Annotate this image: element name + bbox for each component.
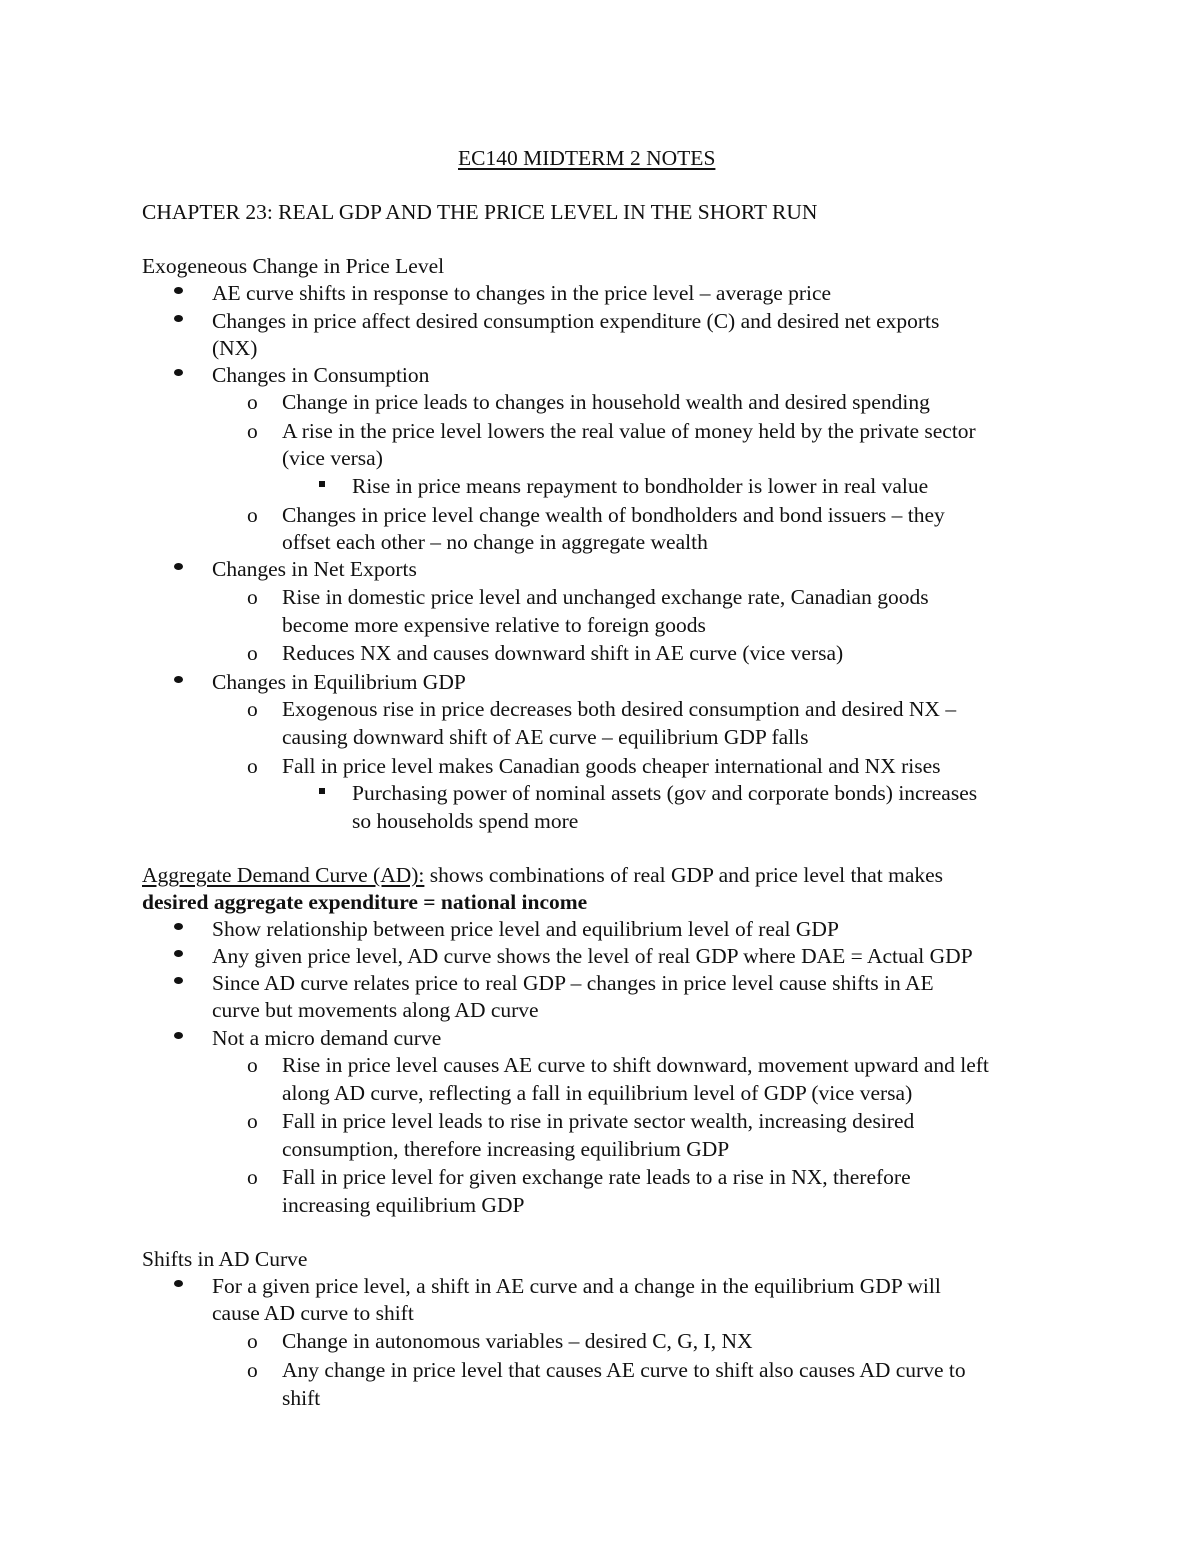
- sub-list-item-continuation: shift: [282, 1386, 321, 1410]
- sub-sub-list-item: Rise in price means repayment to bondholder is lower in real value: [352, 474, 929, 498]
- list-item-continuation: curve but movements along AD curve: [212, 998, 539, 1022]
- circle-bullet-icon: o: [247, 1053, 258, 1077]
- chapter-heading: CHAPTER 23: REAL GDP AND THE PRICE LEVEL IN THE SHORT RUN: [142, 200, 818, 224]
- square-bullet-icon: [319, 788, 325, 794]
- bullet-icon: [174, 923, 183, 930]
- list-item: Show relationship between price level and equilibrium level of real GDP: [212, 917, 839, 941]
- sub-list-item-continuation: along AD curve, reflecting a fall in equilibrium level of GDP (vice versa): [282, 1081, 913, 1105]
- definition-emphasis: desired aggregate expenditure = national income: [142, 890, 588, 914]
- sub-list-item: Exogenous rise in price decreases both desired consumption and desired NX –: [282, 697, 957, 721]
- circle-bullet-icon: o: [247, 390, 258, 414]
- sub-list-item: Change in price leads to changes in household wealth and desired spending: [282, 390, 930, 414]
- list-item: Changes in Consumption: [212, 363, 430, 387]
- sub-list-item-continuation: consumption, therefore increasing equilibrium GDP: [282, 1137, 730, 1161]
- list-item-continuation: cause AD curve to shift: [212, 1301, 414, 1325]
- sub-list-item: Changes in price level change wealth of bondholders and bond issuers – they: [282, 503, 945, 527]
- sub-list-item: Change in autonomous variables – desired C, G, I, NX: [282, 1329, 753, 1353]
- circle-bullet-icon: o: [247, 503, 258, 527]
- list-item: AE curve shifts in response to changes in the price level – average price: [212, 281, 832, 305]
- square-bullet-icon: [319, 481, 325, 487]
- list-item: Not a micro demand curve: [212, 1026, 442, 1050]
- section-heading: Shifts in AD Curve: [142, 1247, 308, 1271]
- bullet-icon: [174, 1280, 183, 1287]
- list-item: Changes in Net Exports: [212, 557, 417, 581]
- definition-text: shows combinations of real GDP and price level that makes: [424, 863, 944, 887]
- sub-list-item-continuation: become more expensive relative to foreign goods: [282, 613, 706, 637]
- circle-bullet-icon: o: [247, 1358, 258, 1382]
- sub-list-item: A rise in the price level lowers the real value of money held by the private sector: [282, 419, 976, 443]
- circle-bullet-icon: o: [247, 1329, 258, 1353]
- sub-list-item: Rise in price level causes AE curve to shift downward, movement upward and left: [282, 1053, 989, 1077]
- bullet-icon: [174, 950, 183, 957]
- bullet-icon: [174, 315, 183, 322]
- list-item-continuation: (NX): [212, 336, 258, 360]
- section-heading: Exogeneous Change in Price Level: [142, 254, 445, 278]
- sub-list-item: Fall in price level leads to rise in private sector wealth, increasing desired: [282, 1109, 915, 1133]
- circle-bullet-icon: o: [247, 419, 258, 443]
- bullet-icon: [174, 676, 183, 683]
- definition-line: [142, 861, 943, 889]
- list-item: For a given price level, a shift in AE curve and a change in the equilibrium GDP will: [212, 1274, 941, 1298]
- sub-list-item-continuation: increasing equilibrium GDP: [282, 1193, 525, 1217]
- list-item: Any given price level, AD curve shows the level of real GDP where DAE = Actual GDP: [212, 944, 973, 968]
- circle-bullet-icon: o: [247, 1109, 258, 1133]
- sub-list-item: Fall in price level for given exchange rate leads to a rise in NX, therefore: [282, 1165, 911, 1189]
- bullet-icon: [174, 369, 183, 376]
- sub-list-item-continuation: offset each other – no change in aggregate wealth: [282, 530, 708, 554]
- sub-list-item: Rise in domestic price level and unchanged exchange rate, Canadian goods: [282, 585, 929, 609]
- circle-bullet-icon: o: [247, 697, 258, 721]
- list-item: Since AD curve relates price to real GDP – changes in price level cause shifts in AE: [212, 971, 934, 995]
- sub-list-item-continuation: (vice versa): [282, 446, 383, 470]
- bullet-icon: [174, 563, 183, 570]
- document-title: EC140 MIDTERM 2 NOTES: [458, 146, 716, 170]
- sub-list-item: Any change in price level that causes AE curve to shift also causes AD curve to: [282, 1358, 966, 1382]
- circle-bullet-icon: o: [247, 754, 258, 778]
- bullet-icon: [174, 977, 183, 984]
- circle-bullet-icon: o: [247, 641, 258, 665]
- sub-list-item-continuation: causing downward shift of AE curve – equilibrium GDP falls: [282, 725, 809, 749]
- sub-list-item: Reduces NX and causes downward shift in AE curve (vice versa): [282, 641, 844, 665]
- list-item: Changes in price affect desired consumption expenditure (C) and desired net exports: [212, 309, 940, 333]
- circle-bullet-icon: o: [247, 1165, 258, 1189]
- circle-bullet-icon: o: [247, 585, 258, 609]
- bullet-icon: [174, 287, 183, 294]
- sub-list-item: Fall in price level makes Canadian goods cheaper international and NX rises: [282, 754, 941, 778]
- definition-term: Aggregate Demand Curve (AD):: [142, 863, 425, 887]
- list-item: Changes in Equilibrium GDP: [212, 670, 466, 694]
- sub-sub-list-item-continuation: so households spend more: [352, 809, 579, 833]
- sub-sub-list-item: Purchasing power of nominal assets (gov and corporate bonds) increases: [352, 781, 978, 805]
- bullet-icon: [174, 1032, 183, 1039]
